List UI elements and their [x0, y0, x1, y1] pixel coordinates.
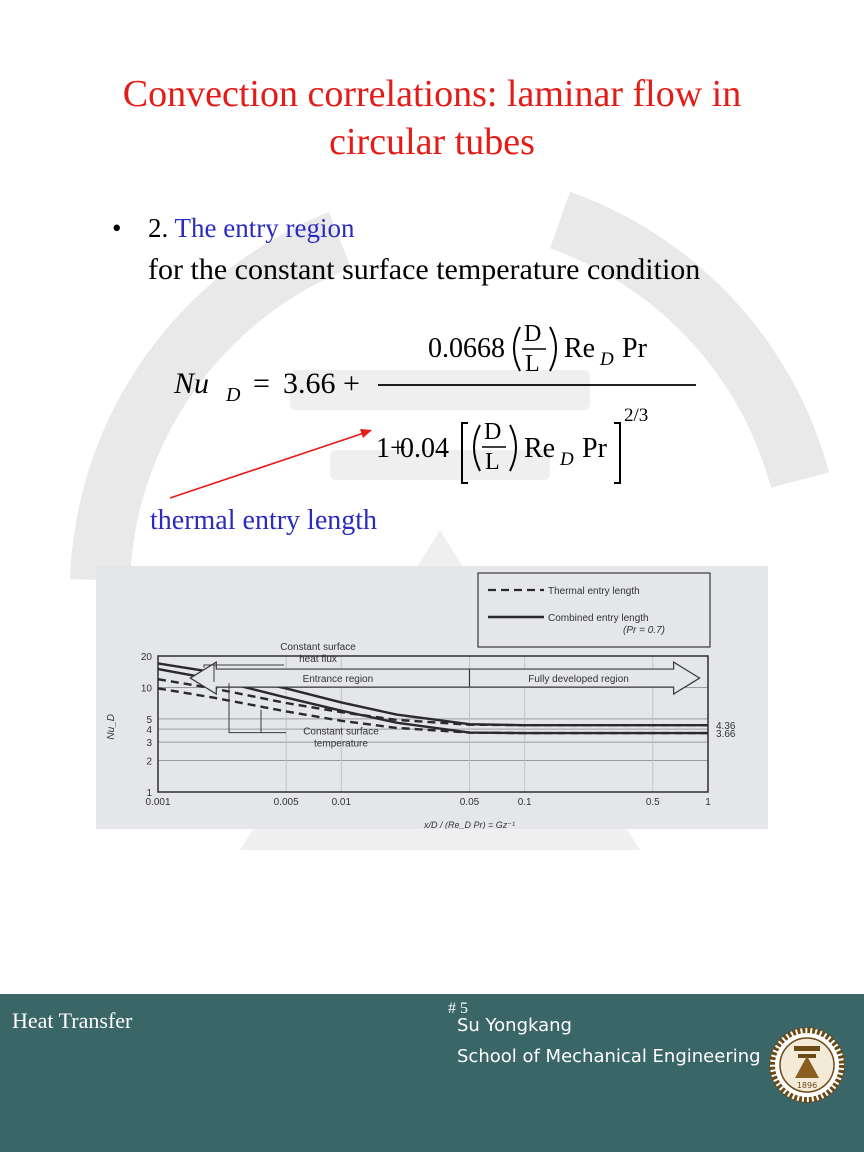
- legend-label-pr: (Pr = 0.7): [623, 625, 665, 636]
- university-logo-icon: [768, 1026, 846, 1104]
- annotation-arrow-line: [170, 431, 370, 498]
- x-axis-label: x/D / (Re_D Pr) = Gz⁻¹: [423, 820, 515, 829]
- numer-ratio-bottom: L: [525, 351, 540, 377]
- legend-box: [478, 573, 710, 647]
- y-tick-label: 5: [146, 714, 152, 726]
- title-line-2: circular tubes: [329, 121, 535, 163]
- heat-flux-label-line2: heat flux: [299, 654, 337, 665]
- point-heading-line: [148, 213, 354, 244]
- course-name: Heat Transfer: [12, 1008, 133, 1033]
- heat-flux-label-line1: Constant surface: [280, 642, 356, 653]
- chart-legend: [478, 573, 710, 647]
- x-tick-label: 0.1: [517, 797, 532, 808]
- annotation-arrow-head: [360, 429, 372, 438]
- formula-lhs-sub: D: [226, 384, 241, 406]
- y-tick-label: 2: [146, 756, 152, 768]
- numer-re: Re: [564, 333, 596, 364]
- formula-equals: =: [253, 367, 270, 400]
- y-tick-label: 20: [140, 652, 152, 663]
- denom-exponent: 2/3: [624, 405, 649, 426]
- asymptote-label-436: 4.36: [716, 721, 736, 733]
- x-tick-label: 0.001: [145, 797, 171, 808]
- numer-pr: Pr: [622, 333, 647, 364]
- denom-re-sub: D: [560, 449, 574, 470]
- x-tick-label: 0.5: [645, 797, 660, 808]
- developed-region-label: Fully developed region: [528, 674, 629, 686]
- school-name: School of Mechanical Engineering: [457, 1046, 761, 1067]
- x-tick-label: 0.005: [273, 797, 299, 808]
- nusselt-chart: [96, 566, 768, 829]
- y-tick-label: 4: [146, 725, 152, 737]
- formula-lhs: Nu: [174, 367, 210, 400]
- x-tick-label: 0.01: [331, 797, 352, 808]
- slide-footer: [0, 994, 864, 1152]
- point-subtext: for the constant surface temperature condition: [148, 253, 701, 286]
- numer-coefficient: 0.0668: [428, 333, 505, 364]
- annotation-label: thermal entry length: [150, 505, 378, 536]
- formula-constant: 3.66 +: [283, 367, 360, 400]
- page-number: # 5: [448, 1000, 468, 1017]
- point-number: 2.: [148, 213, 175, 243]
- denom-coefficient: 0.04: [400, 433, 449, 464]
- title-line-1: Convection correlations: laminar flow in: [122, 73, 742, 115]
- denom-ratio-bottom: L: [485, 449, 500, 475]
- asymptote-label-366: 3.66: [716, 729, 736, 741]
- numer-re-sub: D: [600, 349, 614, 370]
- slide-title: [0, 70, 864, 166]
- denom-pr: Pr: [582, 433, 607, 464]
- y-tick-label: 10: [140, 683, 152, 695]
- legend-label-thermal: Thermal entry length: [548, 586, 640, 597]
- legend-label-combined: Combined entry length: [548, 613, 649, 624]
- x-tick-label: 1: [705, 797, 711, 808]
- y-axis-label: Nu_D: [106, 714, 117, 740]
- point-heading: The entry region: [174, 213, 355, 243]
- denom-ratio-top: D: [484, 419, 502, 445]
- denom-one: 1+: [376, 433, 406, 464]
- logo-year: 1896: [796, 1081, 818, 1090]
- temperature-label-line2: temperature: [314, 738, 368, 750]
- y-tick-label: 1: [146, 788, 152, 799]
- y-tick-label: 3: [146, 738, 152, 750]
- x-tick-label: 0.05: [459, 797, 480, 808]
- author-name: Su Yongkang: [457, 1015, 572, 1036]
- nusselt-formula: [150, 305, 750, 505]
- bullet-marker: •: [112, 213, 122, 243]
- denom-re: Re: [524, 433, 556, 464]
- numer-ratio-top: D: [524, 321, 542, 347]
- entrance-region-label: Entrance region: [302, 674, 374, 686]
- temperature-label-line1: Constant surface: [303, 726, 379, 738]
